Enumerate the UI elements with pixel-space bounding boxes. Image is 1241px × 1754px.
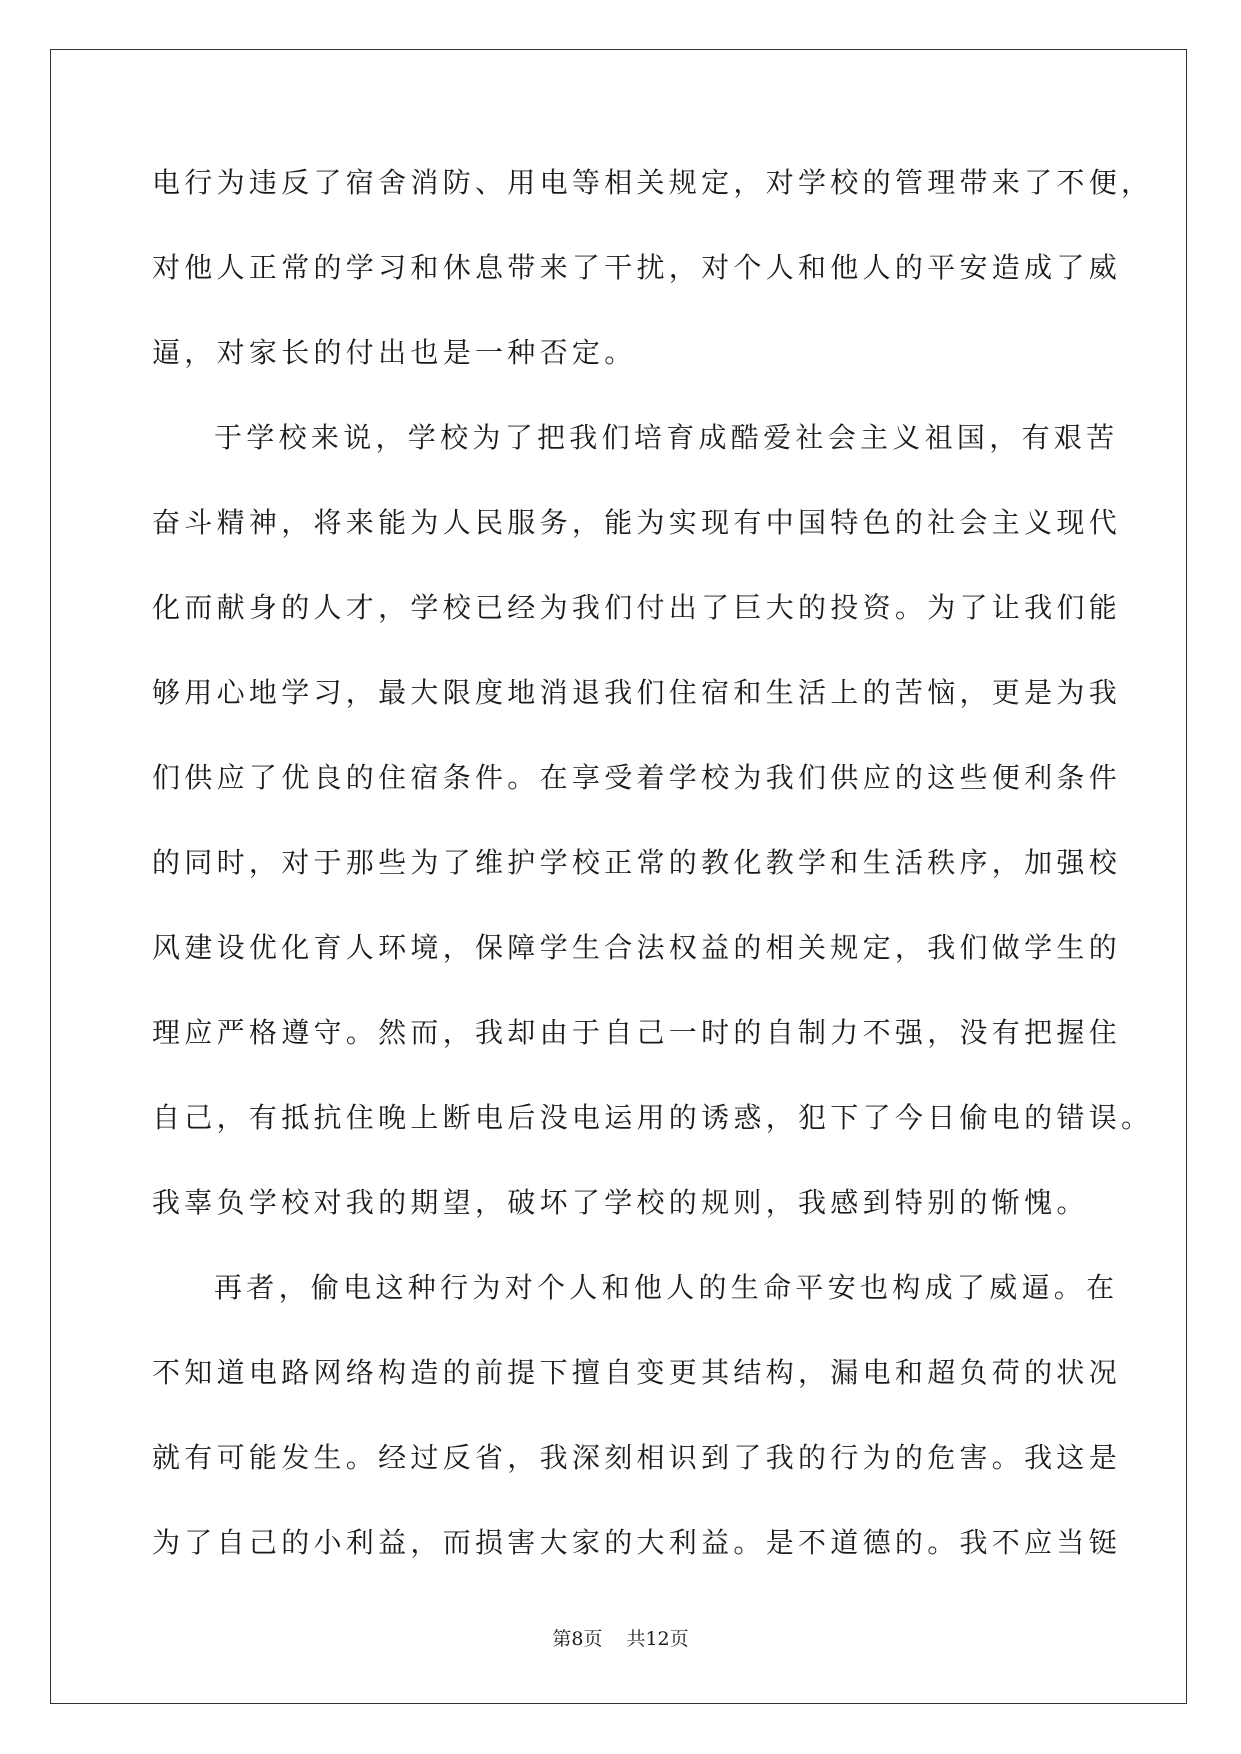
text-line: 风建设优化育人环境，保障学生合法权益的相关规定，我们做学生的 bbox=[152, 931, 1122, 964]
text-line: 就有可能发生。经过反省，我深刻相识到了我的行为的危害。我这是 bbox=[152, 1441, 1122, 1474]
text-line: 为了自己的小利益，而损害大家的大利益。是不道德的。我不应当铤 bbox=[152, 1526, 1122, 1559]
text-line: 我辜负学校对我的期望，破坏了学校的规则，我感到特别的惭愧。 bbox=[152, 1186, 1089, 1219]
text-line: 对他人正常的学习和休息带来了干扰，对个人和他人的平安造成了威 bbox=[152, 251, 1122, 284]
text-line: 自己，有抵抗住晚上断电后没电运用的诱惑，犯下了今日偷电的错误。 bbox=[152, 1101, 1154, 1134]
document-body bbox=[152, 152, 1154, 1597]
text-line: 电行为违反了宿舍消防、用电等相关规定，对学校的管理带来了不便， bbox=[152, 166, 1154, 199]
page-number: 第8页 bbox=[552, 1628, 603, 1650]
text-line: 够用心地学习，最大限度地消退我们住宿和生活上的苦恼，更是为我 bbox=[152, 676, 1122, 709]
text-line: 逼，对家长的付出也是一种否定。 bbox=[152, 336, 637, 369]
text-line: 化而献身的人才，学校已经为我们付出了巨大的投资。为了让我们能 bbox=[152, 591, 1122, 624]
text-line: 们供应了优良的住宿条件。在享受着学校为我们供应的这些便利条件 bbox=[152, 761, 1122, 794]
page-footer bbox=[0, 1624, 1241, 1651]
text-line: 不知道电路网络构造的前提下擅自变更其结构，漏电和超负荷的状况 bbox=[152, 1356, 1122, 1389]
text-line: 的同时，对于那些为了维护学校正常的教化教学和生活秩序，加强校 bbox=[152, 846, 1122, 879]
text-line: 再者，偷电这种行为对个人和他人的生命平安也构成了威逼。在 bbox=[214, 1271, 1119, 1304]
page-total: 共12页 bbox=[626, 1628, 689, 1650]
text-line: 于学校来说，学校为了把我们培育成酷爱社会主义祖国，有艰苦 bbox=[214, 421, 1119, 454]
text-line: 理应严格遵守。然而，我却由于自己一时的自制力不强，没有把握住 bbox=[152, 1016, 1122, 1049]
text-line: 奋斗精神，将来能为人民服务，能为实现有中国特色的社会主义现代 bbox=[152, 506, 1122, 539]
